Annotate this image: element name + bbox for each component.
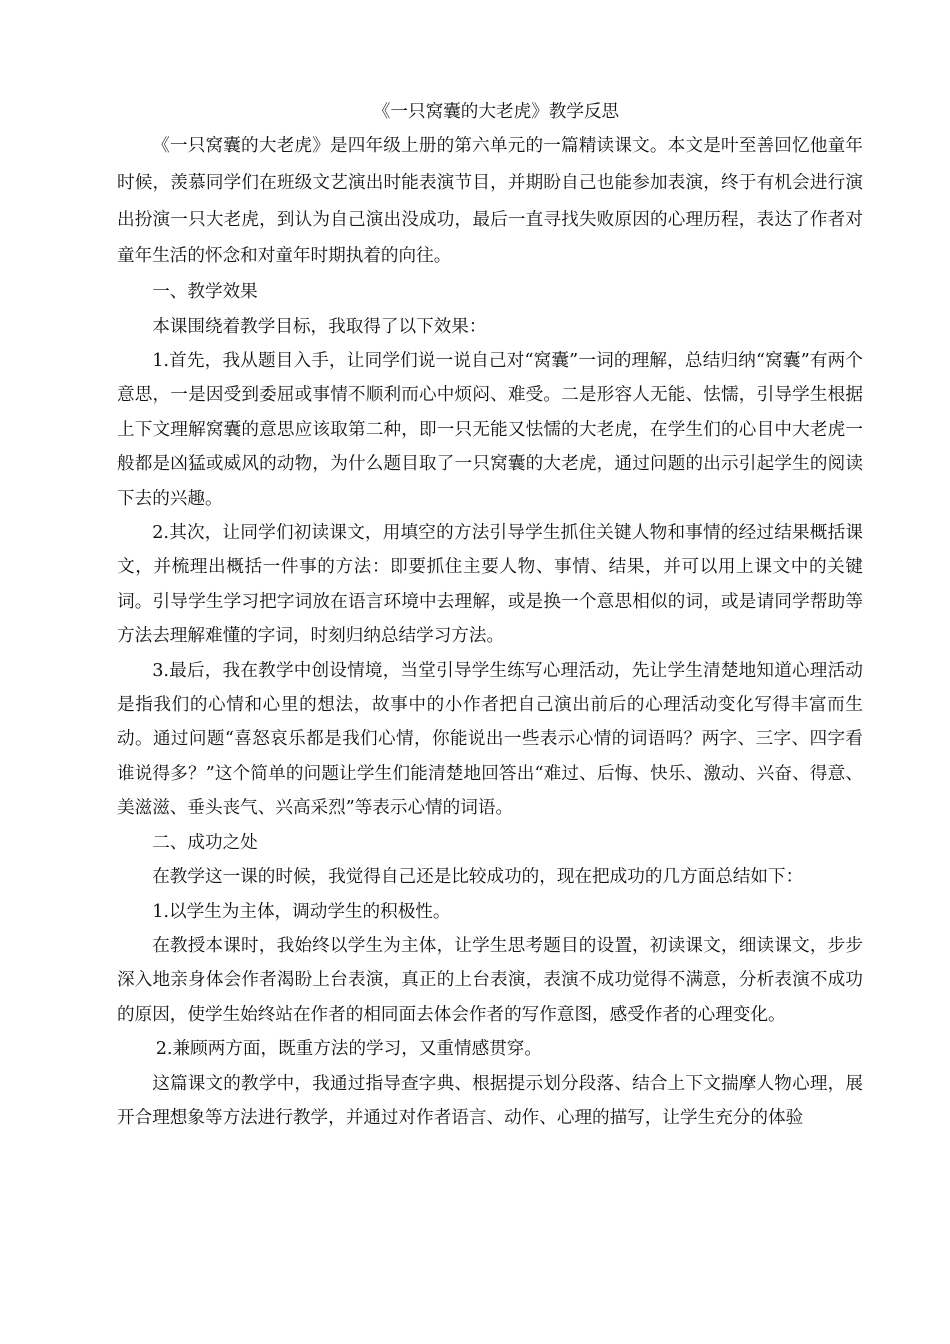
- effect-point-2: 2.其次，让同学们初读课文，用填空的方法引导学生抓住关键人物和事情的经过结果概括课文，并梳理出概括一件事的方法：即要抓住主要人物、事情、结果，并可以用上课文中的关键词。引导学生学习把字词放在语言环境中去理解，或是换一个意思相似的词，或是请同学帮助等方法去理解难懂的字词，时刻归纳总结学习方法。: [117, 523, 863, 647]
- effect-point-3: 3.最后，我在教学中创设情境，当堂引导学生练写心理活动，先让学生清楚地知道心理活动是指我们的心情和心里的想法，故事中的小作者把自己演出前后的心理活动变化写得丰富而生动。通过问题“喜怒哀乐都是我们心情，你能说出一些表示心情的词语吗？两字、三字、四字看谁说得多？”这个简单的问题让学生们能清楚地回答出“难过、后悔、快乐、激动、兴奋、得意、美滋滋、垂头丧气、兴高采烈”等表示心情的词语。: [117, 660, 863, 819]
- success-point-1-heading: 1.以学生为主体，调动学生的积极性。: [152, 901, 451, 922]
- section-heading-success: 二、成功之处: [152, 832, 258, 853]
- success-intro-paragraph: 在教学这一课的时候，我觉得自己还是比较成功的，现在把成功的几方面总结如下：: [152, 867, 804, 888]
- intro-paragraph: 《一只窝囊的大老虎》是四年级上册的第六单元的一篇精读课文。本文是叶至善回忆他童年时候，羡慕同学们在班级文艺演出时能表演节目，并期盼自己也能参加表演，终于有机会进行演出扮演一只大老虎，到认为自己演出没成功，最后一直寻找失败原因的心理历程，表达了作者对童年生活的怀念和对童年时期执着的向往。: [117, 136, 863, 267]
- section-heading-teaching-effect: 一、教学效果: [152, 282, 258, 303]
- effect-point-1: 1.首先，我从题目入手，让同学们说一说自己对“窝囊”一词的理解，总结归纳“窝囊”有两个意思，一是因受到委屈或事情不顺利而心中烦闷、难受。二是形容人无能、怯懦，引导学生根据上下文理解窝囊的意思应该取第二种，即一只无能又怯懦的大老虎，在学生们的心目中大老虎一般都是凶猛或威风的动物，为什么题目取了一只窝囊的大老虎，通过问题的出示引起学生的阅读下去的兴趣。: [117, 351, 863, 509]
- document-page: [117, 96, 863, 1326]
- success-point-1-body: 在教授本课时，我始终以学生为主体，让学生思考题目的设置，初读课文，细读课文，步步深入地亲身体会作者渴盼上台表演，真正的上台表演，表演不成功觉得不满意，分析表演不成功的原因，使学生始终站在作者的相同面去体会作者的写作意图，感受作者的心理变化。: [117, 935, 863, 1025]
- success-point-2-body: 这篇课文的教学中，我通过指导查字典、根据提示划分段落、结合上下文揣摩人物心理，展开合理想象等方法进行教学，并通过对作者语言、动作、心理的描写，让学生充分的体验: [117, 1073, 863, 1128]
- success-point-2-heading: 2.兼顾两方面，既重方法的学习，又重情感贯穿。: [155, 1039, 542, 1060]
- effect-intro-paragraph: 本课围绕着教学目标，我取得了以下效果：: [152, 316, 487, 337]
- document-title: 《一只窝囊的大老虎》教学反思: [372, 102, 620, 122]
